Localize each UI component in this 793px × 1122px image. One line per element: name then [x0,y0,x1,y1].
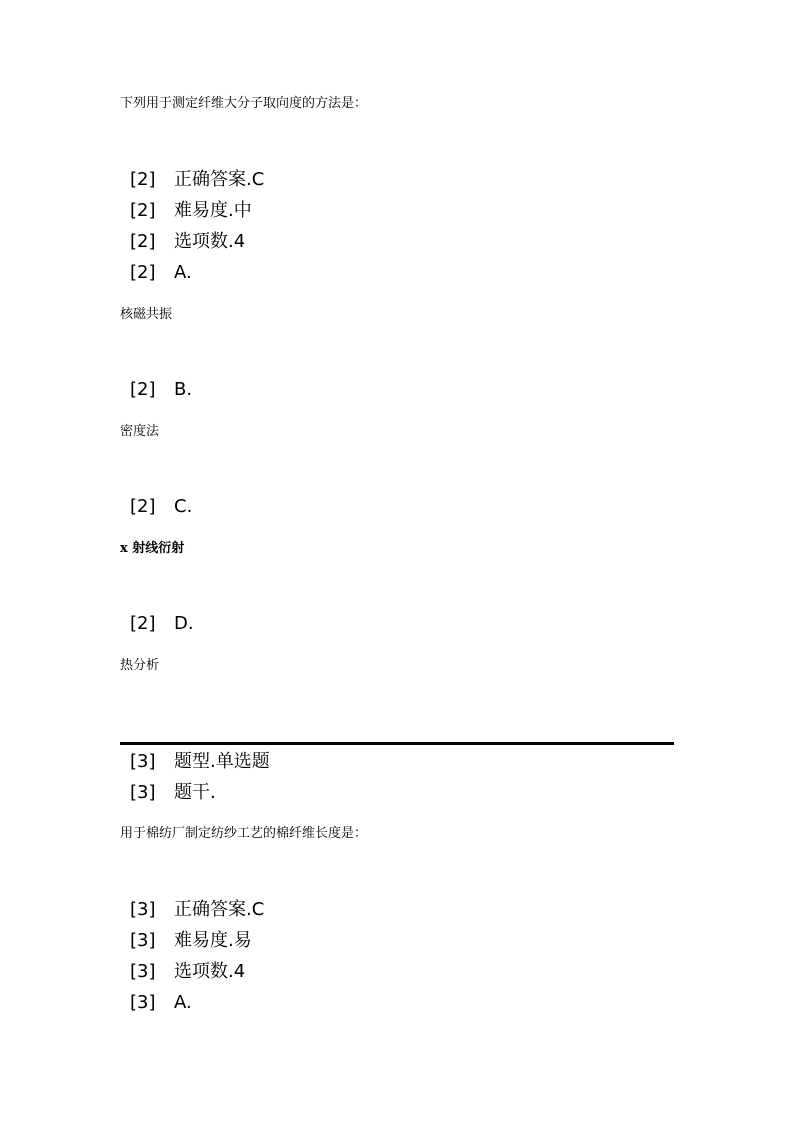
question-number: [2] [130,613,156,634]
question-2-option-c-row [130,496,192,518]
question-2-option-count-row [130,231,245,253]
question-number: [3] [130,961,156,982]
question-3-stem-label-row [130,782,216,804]
question-number: [3] [130,930,156,951]
correct-answer-label: 正确答案.C [174,899,265,920]
question-number: [3] [130,751,156,772]
question-number: [2] [130,379,156,400]
option-count-label: 选项数.4 [174,961,246,982]
question-2-difficulty-row [130,200,252,222]
question-number: [2] [130,200,156,221]
difficulty-label: 难易度.易 [174,930,252,951]
option-b-label: B. [174,379,193,400]
question-3-option-count-row [130,961,245,983]
question-number: [2] [130,169,156,190]
question-3-type-row [130,751,270,773]
option-a-text: 核磁共振 [120,307,173,322]
question-number: [2] [130,231,156,252]
option-c-text: x 射线衍射 [120,541,185,556]
question-2-stem: 下列用于测定纤维大分子取向度的方法是： [120,96,368,111]
option-b-text: 密度法 [120,424,160,439]
question-3-answer-row [130,899,264,921]
question-3-difficulty-row [130,930,252,952]
question-separator [120,742,674,745]
difficulty-label: 难易度.中 [174,200,252,221]
stem-label: 题干. [174,782,216,803]
question-2-option-b-row [130,379,192,401]
option-c-label: C. [174,496,193,517]
question-number: [3] [130,992,156,1013]
option-a-label: A. [174,262,192,283]
option-d-label: D. [174,613,194,634]
question-3-option-a-row [130,992,192,1014]
question-number: [3] [130,899,156,920]
question-2-answer-row [130,169,264,191]
option-a-label: A. [174,992,192,1013]
question-type-label: 题型.单选题 [174,751,270,772]
question-2-option-a-row [130,262,192,284]
question-3-stem: 用于棉纺厂制定纺纱工艺的棉纤维长度是： [120,826,368,841]
question-2-option-d-row [130,613,194,635]
option-d-text: 热分析 [120,658,160,673]
question-number: [2] [130,262,156,283]
correct-answer-label: 正确答案.C [174,169,265,190]
option-count-label: 选项数.4 [174,231,246,252]
question-number: [3] [130,782,156,803]
question-number: [2] [130,496,156,517]
